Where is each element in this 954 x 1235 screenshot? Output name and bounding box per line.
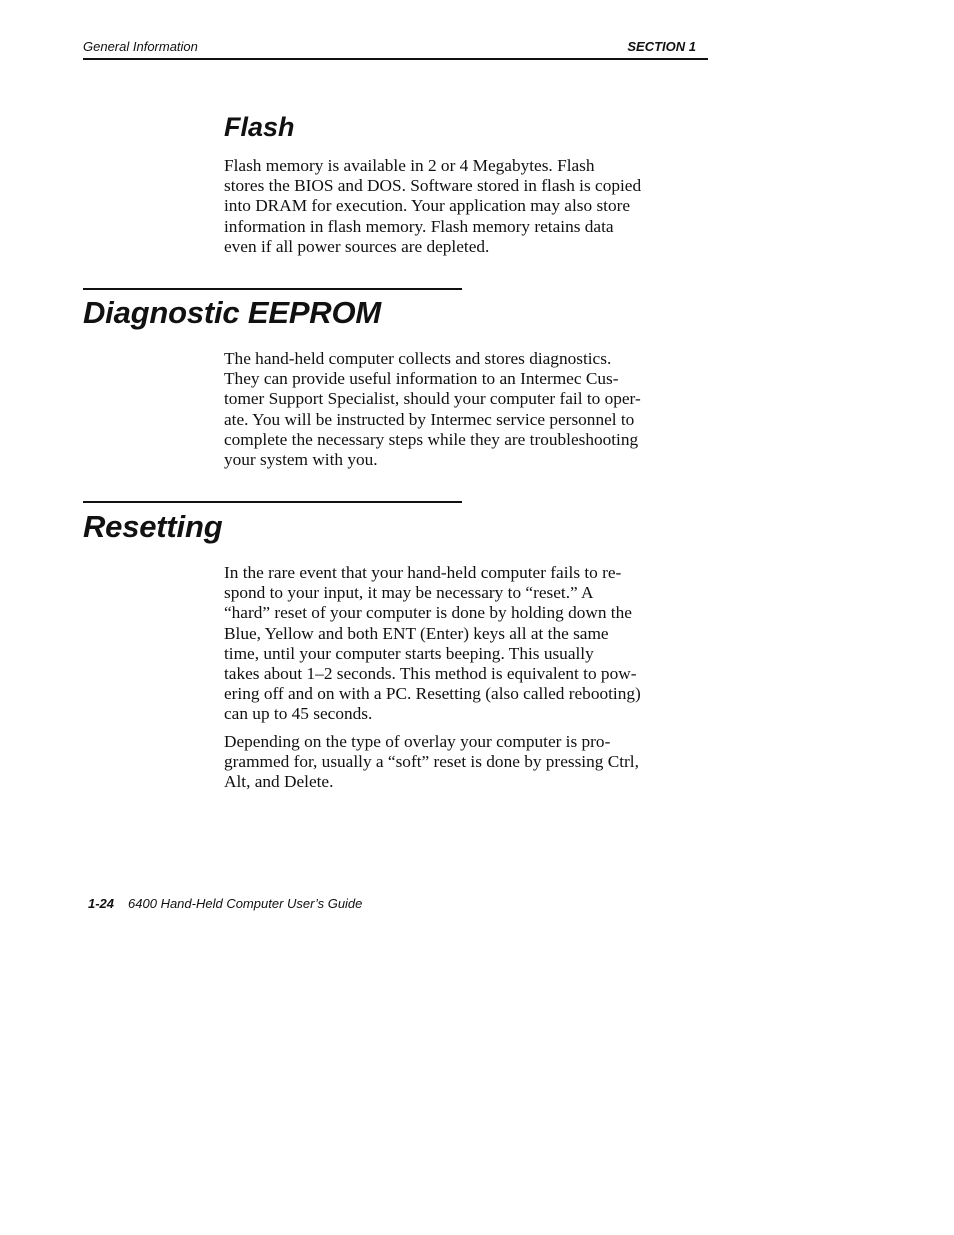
flash-paragraph [224, 156, 714, 257]
header-chapter-title: General Information [83, 39, 198, 54]
text-line: Alt, and Delete. [224, 772, 334, 792]
flash-heading: Flash [224, 112, 295, 142]
section-divider [83, 288, 462, 290]
text-line: even if all power sources are depleted. [224, 236, 490, 256]
text-line: grammed for, usually a “soft” reset is done by pressing Ctrl, [224, 752, 639, 772]
text-line: Flash memory is available in 2 or 4 Megabytes. Flash [224, 156, 595, 175]
text-line: ate. You will be instructed by Intermec service personnel to [224, 409, 635, 429]
text-line: can up to 45 seconds. [224, 704, 373, 724]
text-line: Depending on the type of overlay your computer is pro- [224, 732, 611, 751]
text-line: into DRAM for execution. Your application may also store [224, 196, 631, 216]
text-line: They can provide useful information to an Intermec Cus- [224, 369, 619, 389]
resetting-paragraph-2 [224, 732, 714, 793]
header-section-label: SECTION 1 [627, 39, 696, 54]
text-line: In the rare event that your hand-held computer fails to re- [224, 563, 622, 582]
page-footer [88, 896, 362, 911]
text-line: stores the BIOS and DOS. Software stored in flash is copied [224, 176, 642, 196]
text-line: ering off and on with a PC. Resetting (also called rebooting) [224, 684, 641, 704]
text-line: complete the necessary steps while they are troubleshooting [224, 429, 639, 449]
resetting-paragraph-1 [224, 563, 714, 725]
running-header [83, 38, 708, 60]
text-line: tomer Support Specialist, should your computer fail to oper- [224, 389, 641, 409]
guide-title: 6400 Hand-Held Computer User’s Guide [128, 896, 363, 911]
text-line: takes about 1–2 seconds. This method is equivalent to pow- [224, 664, 637, 684]
text-line: spond to your input, it may be necessary to “reset.” A [224, 583, 594, 603]
text-line: your system with you. [224, 450, 378, 470]
diagnostic-eeprom-paragraph [224, 349, 714, 470]
diagnostic-eeprom-heading: Diagnostic EEPROM [83, 295, 382, 330]
section-divider [83, 501, 462, 503]
text-line: Blue, Yellow and both ENT (Enter) keys all at the same [224, 623, 609, 643]
text-line: information in flash memory. Flash memory retains data [224, 216, 614, 236]
text-line: time, until your computer starts beeping. This usually [224, 643, 594, 663]
page-number: 1-24 [88, 896, 115, 911]
text-line: The hand-held computer collects and stores diagnostics. [224, 349, 612, 368]
resetting-heading: Resetting [83, 509, 223, 544]
text-line: “hard” reset of your computer is done by holding down the [224, 603, 632, 623]
